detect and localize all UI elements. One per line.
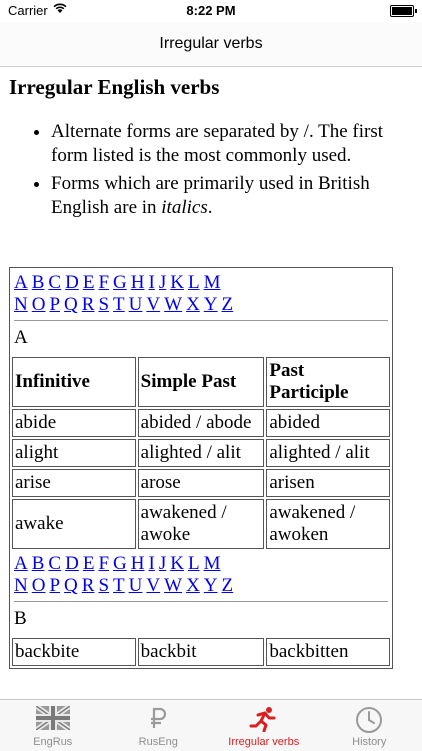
page-title: Irregular verbs — [159, 35, 262, 53]
tab-engrus[interactable] — [0, 700, 106, 751]
table-cell: alighted / alit — [266, 439, 390, 467]
letter-link-e[interactable]: E — [83, 272, 95, 293]
tab-ruseng[interactable] — [106, 700, 212, 751]
letter-link-b[interactable]: B — [32, 272, 45, 293]
letter-link-t[interactable]: T — [113, 575, 125, 596]
status-time: 8:22 PM — [0, 3, 422, 18]
letter-link-d[interactable]: D — [65, 272, 79, 293]
letter-link-o[interactable]: O — [32, 294, 46, 315]
status-bar — [0, 0, 422, 22]
letter-link-s[interactable]: S — [98, 575, 109, 596]
letter-link-s[interactable]: S — [98, 294, 109, 315]
letter-link-l[interactable]: L — [188, 272, 200, 293]
letter-link-m[interactable]: M — [204, 272, 221, 293]
letter-link-h[interactable]: H — [131, 272, 145, 293]
letter-link-i[interactable]: I — [149, 272, 155, 293]
letter-link-k[interactable]: K — [170, 553, 184, 574]
header-past-participle: Past Participle — [266, 357, 390, 407]
letter-link-p[interactable]: P — [49, 294, 60, 315]
letter-link-u[interactable]: U — [129, 575, 143, 596]
table-cell: abide — [12, 409, 136, 437]
letter-link-u[interactable]: U — [129, 294, 143, 315]
table-row — [12, 638, 390, 666]
divider — [14, 320, 388, 321]
tab-irregular-verbs[interactable] — [211, 700, 317, 751]
letter-index-row — [12, 551, 390, 636]
letter-link-f[interactable]: F — [98, 553, 109, 574]
table-row — [12, 499, 390, 549]
letter-link-i[interactable]: I — [149, 553, 155, 574]
letter-link-a[interactable]: A — [14, 272, 28, 293]
letter-link-w[interactable]: W — [164, 575, 182, 596]
letter-index-row — [12, 270, 390, 355]
letter-link-z[interactable]: Z — [222, 575, 234, 596]
letter-link-c[interactable]: C — [48, 553, 61, 574]
uk-flag-icon — [0, 706, 106, 732]
letter-index — [12, 551, 390, 636]
letter-link-q[interactable]: Q — [64, 294, 78, 315]
table-cell: backbite — [12, 638, 136, 666]
tab-label: History — [317, 736, 422, 748]
note-item: • Forms which are primarily used in British English are in italics. — [51, 172, 422, 220]
letter-link-d[interactable]: D — [65, 553, 79, 574]
table-header-row — [12, 357, 390, 407]
letter-link-g[interactable]: G — [113, 553, 127, 574]
table-cell: abided — [266, 409, 390, 437]
verbs-table — [9, 267, 393, 669]
tab-label: RusEng — [106, 736, 212, 748]
letter-link-v[interactable]: V — [146, 294, 160, 315]
tab-bar — [0, 699, 422, 751]
letter-link-o[interactable]: O — [32, 575, 46, 596]
letter-index — [12, 270, 390, 355]
table-cell: alighted / alit — [138, 439, 265, 467]
italics-word: italics — [161, 197, 207, 218]
letter-link-n[interactable]: N — [14, 575, 28, 596]
letter-link-g[interactable]: G — [113, 272, 127, 293]
header-infinitive: Infinitive — [12, 357, 136, 407]
letter-link-q[interactable]: Q — [64, 575, 78, 596]
letter-link-j[interactable]: J — [159, 553, 166, 574]
runner-icon — [211, 706, 317, 732]
table-row — [12, 469, 390, 497]
letter-link-w[interactable]: W — [164, 294, 182, 315]
section-header-b: B — [14, 608, 388, 630]
letter-link-f[interactable]: F — [98, 272, 109, 293]
table-row — [12, 439, 390, 467]
letter-link-k[interactable]: K — [170, 272, 184, 293]
content-area[interactable] — [0, 67, 422, 698]
letter-link-x[interactable]: X — [186, 294, 200, 315]
letter-link-c[interactable]: C — [48, 272, 61, 293]
battery-icon — [390, 5, 414, 17]
letter-link-r[interactable]: R — [82, 294, 95, 315]
notes-list — [0, 120, 422, 220]
table-cell: awake — [12, 499, 136, 549]
header-simple-past: Simple Past — [138, 357, 265, 407]
letter-link-x[interactable]: X — [186, 575, 200, 596]
ruble-icon — [106, 706, 212, 732]
tab-history[interactable] — [317, 700, 422, 751]
table-cell: arisen — [266, 469, 390, 497]
letter-link-j[interactable]: J — [159, 272, 166, 293]
letter-link-e[interactable]: E — [83, 553, 95, 574]
letter-link-y[interactable]: Y — [204, 575, 218, 596]
letter-link-y[interactable]: Y — [204, 294, 218, 315]
table-row — [12, 409, 390, 437]
letter-link-h[interactable]: H — [131, 553, 145, 574]
table-cell: arise — [12, 469, 136, 497]
letter-link-p[interactable]: P — [49, 575, 60, 596]
section-header-a: A — [14, 327, 388, 349]
tab-label: EngRus — [0, 736, 106, 748]
tab-label: Irregular verbs — [211, 736, 317, 748]
divider — [14, 601, 388, 602]
letter-link-a[interactable]: A — [14, 553, 28, 574]
letter-link-l[interactable]: L — [188, 553, 200, 574]
letter-link-r[interactable]: R — [82, 575, 95, 596]
table-cell: awakened / awoke — [138, 499, 265, 549]
letter-link-b[interactable]: B — [32, 553, 45, 574]
note-item: • Alternate forms are separated by /. The first form listed is the most commonly used. — [51, 120, 422, 168]
table-cell: alight — [12, 439, 136, 467]
letter-link-z[interactable]: Z — [222, 294, 234, 315]
table-cell: backbit — [138, 638, 265, 666]
letter-link-n[interactable]: N — [14, 294, 28, 315]
article-heading: Irregular English verbs — [9, 75, 422, 100]
letter-link-v[interactable]: V — [146, 575, 160, 596]
letter-link-t[interactable]: T — [113, 294, 125, 315]
clock-icon — [317, 706, 422, 732]
table-cell: abided / abode — [138, 409, 265, 437]
navigation-bar — [0, 22, 422, 67]
table-cell: backbitten — [266, 638, 390, 666]
letter-link-m[interactable]: M — [204, 553, 221, 574]
table-cell: awakened / awoken — [266, 499, 390, 549]
table-cell: arose — [138, 469, 265, 497]
carrier-label: Carrier — [8, 3, 48, 18]
